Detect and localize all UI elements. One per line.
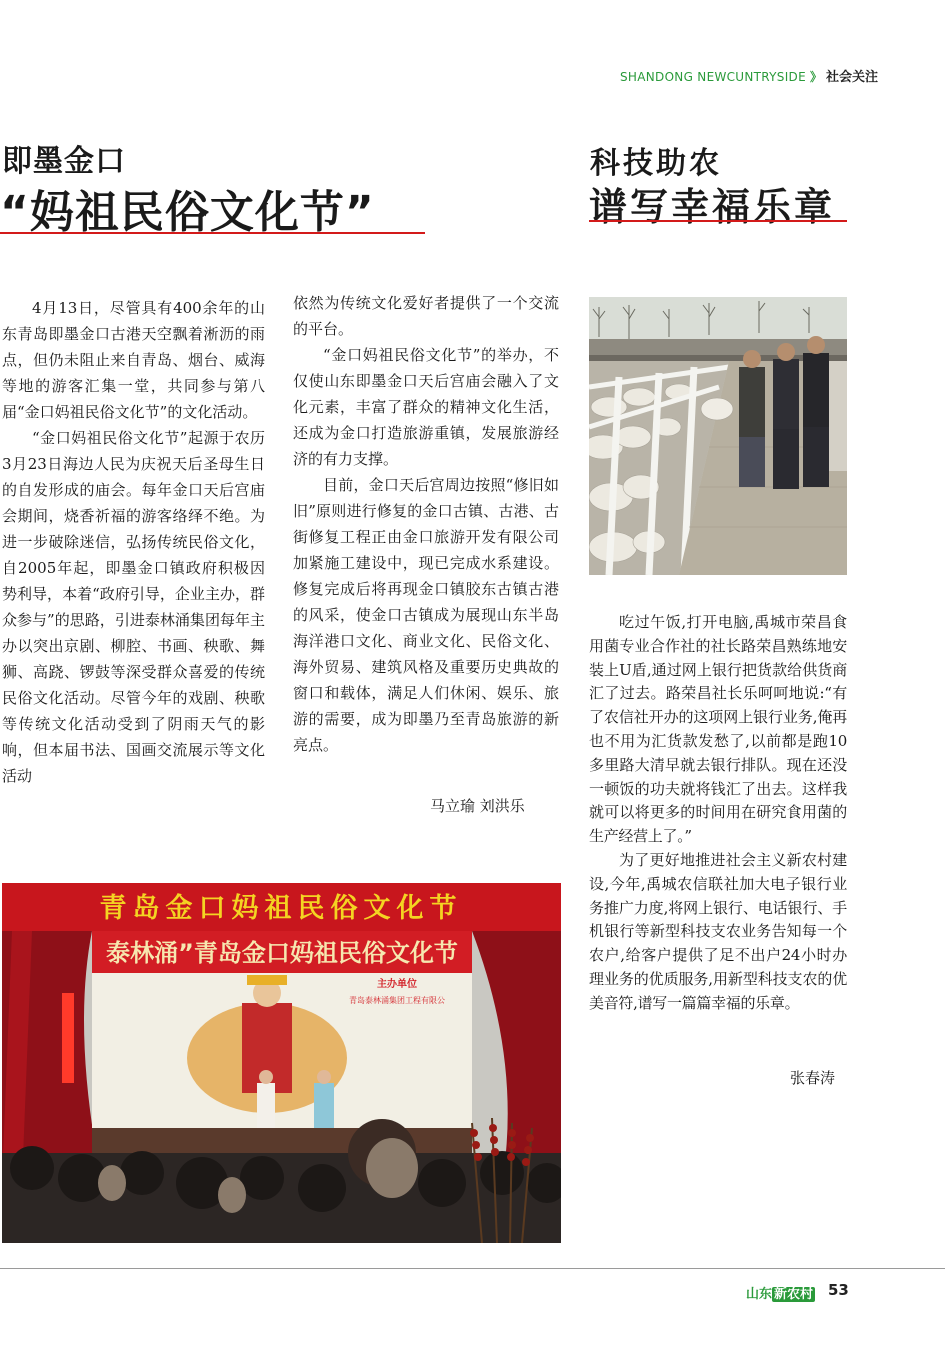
festival-stage-photo <box>2 883 561 1243</box>
backdrop-title-text: 泰林涌”青岛金口妈祖民俗文化节 <box>106 939 458 967</box>
page-number: 53 <box>828 1281 849 1299</box>
right-article-title: 谱写幸福乐章 <box>589 185 836 229</box>
left-article-kicker: 即墨金口 <box>2 144 126 179</box>
running-head <box>620 66 878 85</box>
paragraph: 目前，金口天后宫周边按照“修旧如旧”原则进行修复的金口古镇、古港、古街修复工程正由金口旅游开发有限公司加紧施工建设中，现已完成水系建设。修复完成后将再现金口镇胶东古镇古港的风采，使金口古镇成为展现山东半岛海洋港口文化、商业文化、民俗文化、海外贸易、建筑风格及重要历史典故的窗口和载体，满足人们休闲、娱乐、旅游的需要，成为即墨乃至青岛旅游的新亮点。 <box>293 476 559 754</box>
organizer-label: 主办单位 <box>377 979 417 990</box>
left-article-title: “妈祖民俗文化节” <box>0 187 375 238</box>
magazine-logo <box>746 1283 815 1302</box>
paragraph: 为了更好地推进社会主义新农村建设,今年,禹城农信联社加大电子银行业务推广力度,将网上银行、电话银行、手机银行等新型科技支农业务告知每一个农户,给客户提供了足不出户24小时办理业务的优质服务,用新型科技支农的优美音符,谱写一篇篇幸福的乐章。 <box>589 850 847 1012</box>
sheep-farm-illustration <box>589 297 847 575</box>
logo-highlight: 新农村 <box>774 1287 814 1302</box>
festival-banner-text: 青岛金口妈祖民俗文化节 <box>99 893 463 924</box>
paragraph: 吃过午饭,打开电脑,禹城市荣昌食用菌专业合作社的社长路荣昌熟练地安装上U盾,通过网上银行把货款给供货商汇了过去。路荣昌社长乐呵呵地说:“有了农信社开办的这项网上银行业务,俺再也不用为汇货款发愁了,以前都是跑10多里路大清早就去银行排队。现在还没一顿饭的功夫就将钱汇了出去。这样我就可以将更多的时间用在研究食用菌的生产经营上了。” <box>589 613 847 846</box>
magazine-name-en: SHANDONG NEWCUNTRYSIDE <box>620 70 806 84</box>
left-article-column-1 <box>2 295 265 789</box>
right-article-byline: 张春涛 <box>790 1069 836 1087</box>
paragraph: “金口妈祖民俗文化节”起源于农历3月23日海边人民为庆祝天后圣母生日的自发形成的庙会。每年金口天后宫庙会期间，烧香祈福的游客络绎不绝。为进一步破除迷信，弘扬传统民俗文化，自2005年起，即墨金口镇政府积极因势利导，本着“政府引导，企业主办，群众参与”的思路，引进泰林涌集团每年主办以突出京剧、柳腔、书画、秧歌、舞狮、高跷、锣鼓等深受群众喜爱的传统民俗文化活动。尽管今年的戏剧、秧歌等传统文化活动受到了阴雨天气的影响，但本届书法、国画交流展示等文化活动 <box>2 429 265 785</box>
paragraph: “金口妈祖民俗文化节”的举办，不仅使山东即墨金口天后宫庙会融入了文化元素，丰富了群众的精神文化生活，还成为金口打造旅游重镇，发展旅游经济的有力支撑。 <box>293 346 559 468</box>
left-article-column-2 <box>293 290 559 758</box>
left-article-byline: 马立瑜 刘洪乐 <box>430 797 525 815</box>
chevron-separator-icon: 》 <box>809 70 822 84</box>
organizer-name: 青岛泰林涌集团工程有限公 <box>349 996 445 1005</box>
footer-rule <box>0 1268 945 1269</box>
paragraph: 依然为传统文化爱好者提供了一个交流的平台。 <box>293 294 559 338</box>
paragraph: 4月13日，尽管具有400余年的山东青岛即墨金口古港天空飘着淅沥的雨点，但仍未阻止来自青岛、烟台、威海等地的游客汇集一堂，共同参与第八届“金口妈祖民俗文化节”的文化活动。 <box>2 299 265 421</box>
right-article-body <box>589 611 847 1016</box>
sheep-farm-photo <box>589 297 847 575</box>
logo-prefix: 山东 <box>746 1287 773 1302</box>
section-name: 社会关注 <box>826 70 879 85</box>
left-title-rule <box>0 232 425 234</box>
right-article-kicker: 科技助农 <box>590 146 722 181</box>
right-title-rule <box>589 220 847 222</box>
festival-stage-illustration <box>2 883 561 1243</box>
